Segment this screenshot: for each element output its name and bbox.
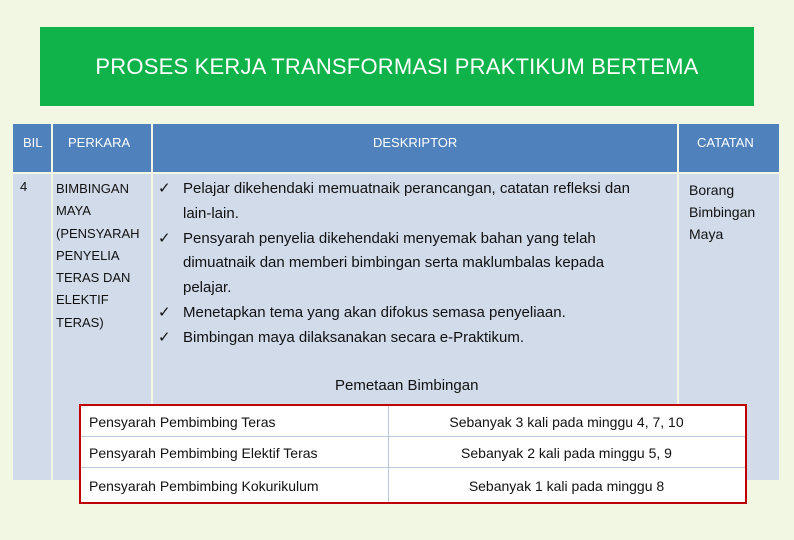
deskriptor-list [158, 177, 683, 351]
pemetaan-table [79, 404, 747, 504]
deskriptor-line: Menetapkan tema yang akan difokus semasa penyeliaan. [183, 303, 566, 321]
perkara-line: TERAS) [56, 314, 104, 330]
header-bil: BIL [23, 135, 43, 150]
check-icon: ✓ [158, 328, 171, 346]
body-cell-bil [13, 174, 51, 480]
perkara-line: ELEKTIF [56, 292, 109, 308]
deskriptor-item [158, 177, 683, 227]
header-cell-bil [13, 124, 51, 172]
page-title: PROSES KERJA TRANSFORMASI PRAKTIKUM BERTEMA [95, 53, 699, 79]
header-cell-deskriptor [153, 124, 677, 172]
deskriptor-line: dimuatnaik dan memberi bimbingan serta maklumbalas kepada [183, 254, 605, 272]
perkara-line: PENYELIA [56, 247, 120, 263]
perkara-line: (PENSYARAH [56, 225, 140, 241]
pemetaan-role: Pensyarah Pembimbing Kokurikulum [89, 478, 319, 494]
pemetaan-frequency: Sebanyak 2 kali pada minggu 5, 9 [461, 445, 672, 461]
deskriptor-item [158, 326, 683, 351]
deskriptor-line: lain-lain. [183, 204, 239, 222]
pemetaan-title: Pemetaan Bimbingan [335, 377, 479, 394]
row-divider [81, 467, 745, 468]
deskriptor-line: pelajar. [183, 279, 232, 297]
catatan-line: Bimbingan [689, 204, 756, 220]
header-deskriptor: DESKRIPTOR [373, 135, 458, 150]
deskriptor-line: Bimbingan maya dilaksanakan secara e-Praktikum. [183, 328, 524, 346]
check-icon: ✓ [158, 229, 171, 247]
page-banner [40, 27, 754, 106]
header-cell-catatan [679, 124, 779, 172]
row-perkara [56, 178, 140, 334]
catatan-line: Borang [689, 182, 735, 198]
perkara-line: TERAS DAN [56, 270, 131, 286]
catatan-line: Maya [689, 226, 724, 242]
row-catatan [689, 179, 774, 245]
check-icon: ✓ [158, 180, 171, 197]
perkara-line: MAYA [56, 203, 91, 219]
deskriptor-item [158, 227, 683, 301]
row-bil: 4 [20, 179, 28, 194]
pemetaan-frequency: Sebanyak 1 kali pada minggu 8 [468, 478, 665, 494]
perkara-line: BIMBINGAN [56, 181, 129, 196]
deskriptor-line: Pelajar dikehendaki memuatnaik perancangan, catatan refleksi dan [183, 180, 630, 197]
check-icon: ✓ [158, 303, 171, 321]
pemetaan-role: Pensyarah Pembimbing Teras [89, 414, 276, 430]
header-catatan: CATATAN [697, 135, 754, 150]
header-perkara: PERKARA [68, 135, 131, 150]
deskriptor-line: Pensyarah penyelia dikehendaki menyemak bahan yang telah [183, 229, 596, 247]
pemetaan-role: Pensyarah Pembimbing Elektif Teras [89, 445, 318, 461]
pemetaan-frequency: Sebanyak 3 kali pada minggu 4, 7, 10 [449, 414, 684, 430]
header-cell-perkara [53, 124, 151, 172]
deskriptor-item [158, 301, 683, 326]
row-divider [81, 436, 745, 437]
